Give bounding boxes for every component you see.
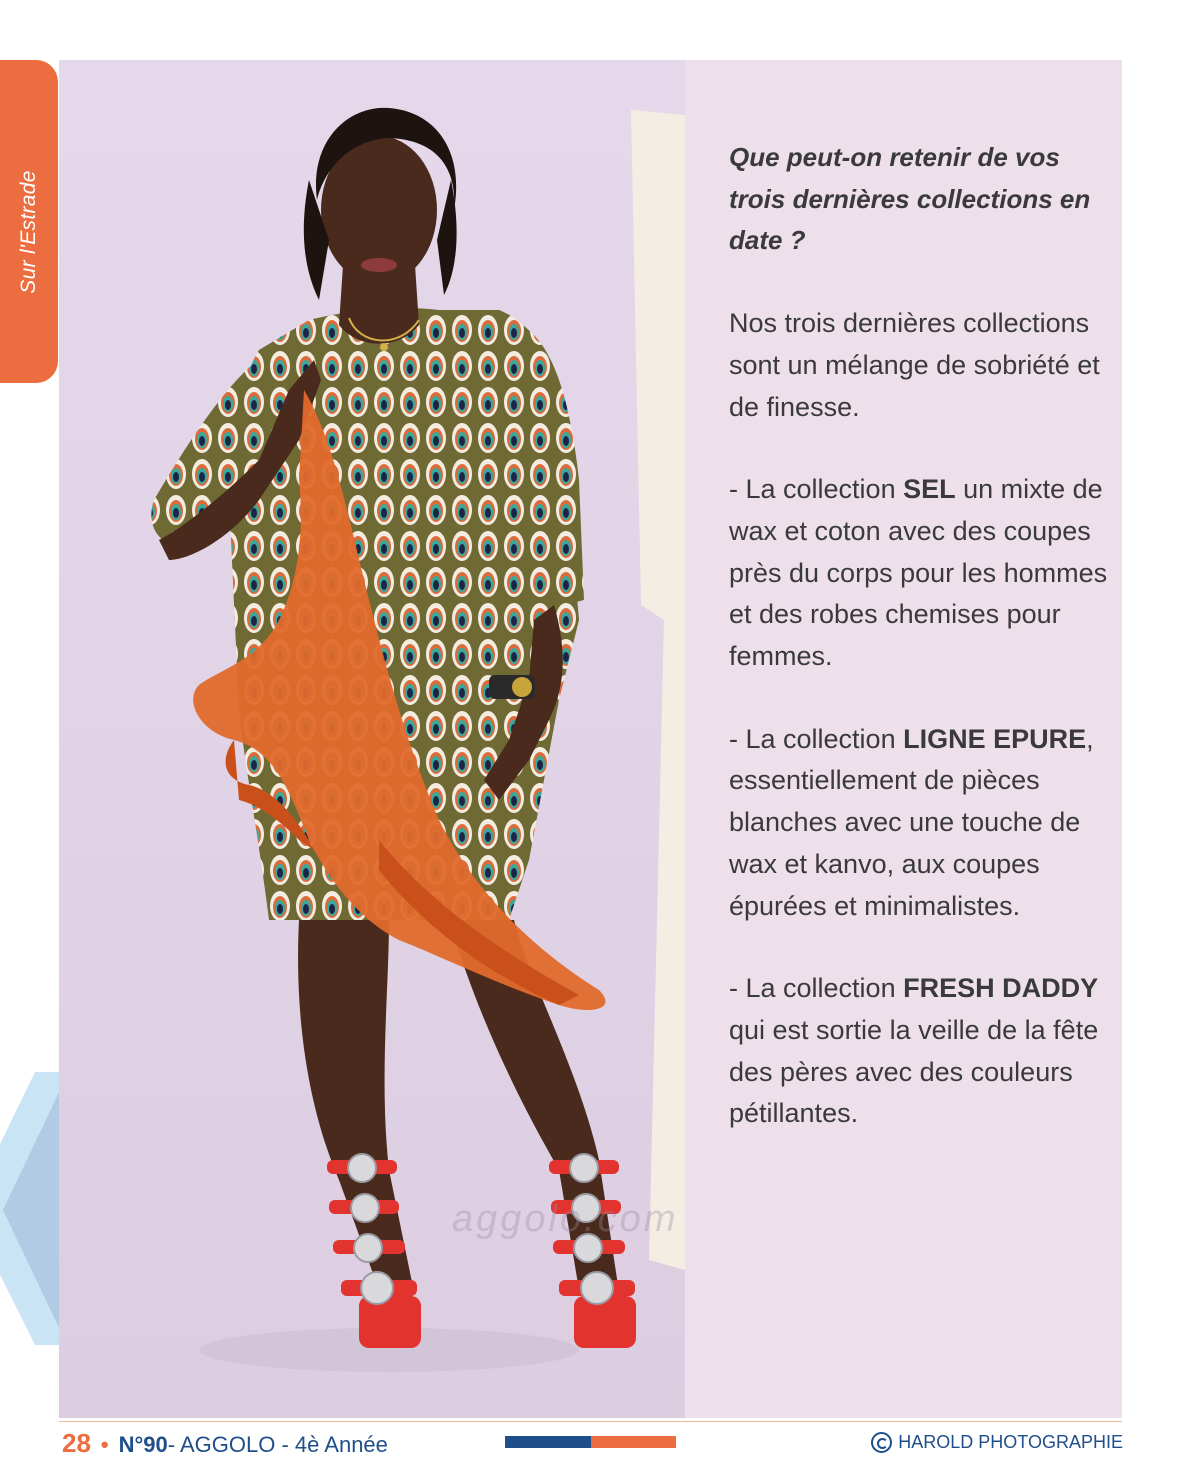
collection-name: SEL bbox=[903, 474, 956, 505]
footer-rule bbox=[59, 1421, 1122, 1422]
watermark: aggolo.com bbox=[452, 1198, 679, 1240]
footer-bar-blue bbox=[505, 1436, 591, 1448]
interview-answer-intro: Nos trois dernières collections sont un mélange de sobriété et de finesse. bbox=[729, 308, 1100, 422]
collection-item: - La collection FRESH DADDY qui est sortie la veille de la fête des pères avec des couleurs pétillantes. bbox=[729, 973, 1099, 1129]
footer-issue-info bbox=[62, 1428, 388, 1462]
photo-credit-text: HAROLD PHOTOGRAPHIE bbox=[898, 1432, 1123, 1452]
copyright-icon bbox=[871, 1432, 892, 1453]
issue-details: - AGGOLO - 4è Année bbox=[167, 1432, 388, 1457]
footer-bar-orange bbox=[591, 1436, 676, 1448]
collection-item: - La collection SEL un mixte de wax et coton avec des coupes près du corps pour les hommes et des robes chemises pour femmes. bbox=[729, 474, 1108, 672]
interview-question: Que peut-on retenir de vos trois dernières collections en date ? bbox=[729, 142, 1091, 256]
page-number: 28 bbox=[62, 1428, 91, 1458]
bullet-separator: • bbox=[100, 1432, 109, 1457]
collection-name: LIGNE EPURE bbox=[903, 723, 1087, 754]
photo-credit bbox=[871, 1432, 1123, 1453]
issue-number: N°90 bbox=[118, 1432, 168, 1457]
article bbox=[729, 137, 1109, 1176]
collection-item: - La collection LIGNE EPURE, essentiellement de pièces blanches avec une touche de wax et kanvo, aux coupes épurées et minimalistes. bbox=[729, 723, 1094, 921]
collection-name: FRESH DADDY bbox=[903, 973, 1099, 1004]
section-tab-label: Sur l'Estrade bbox=[17, 170, 40, 294]
